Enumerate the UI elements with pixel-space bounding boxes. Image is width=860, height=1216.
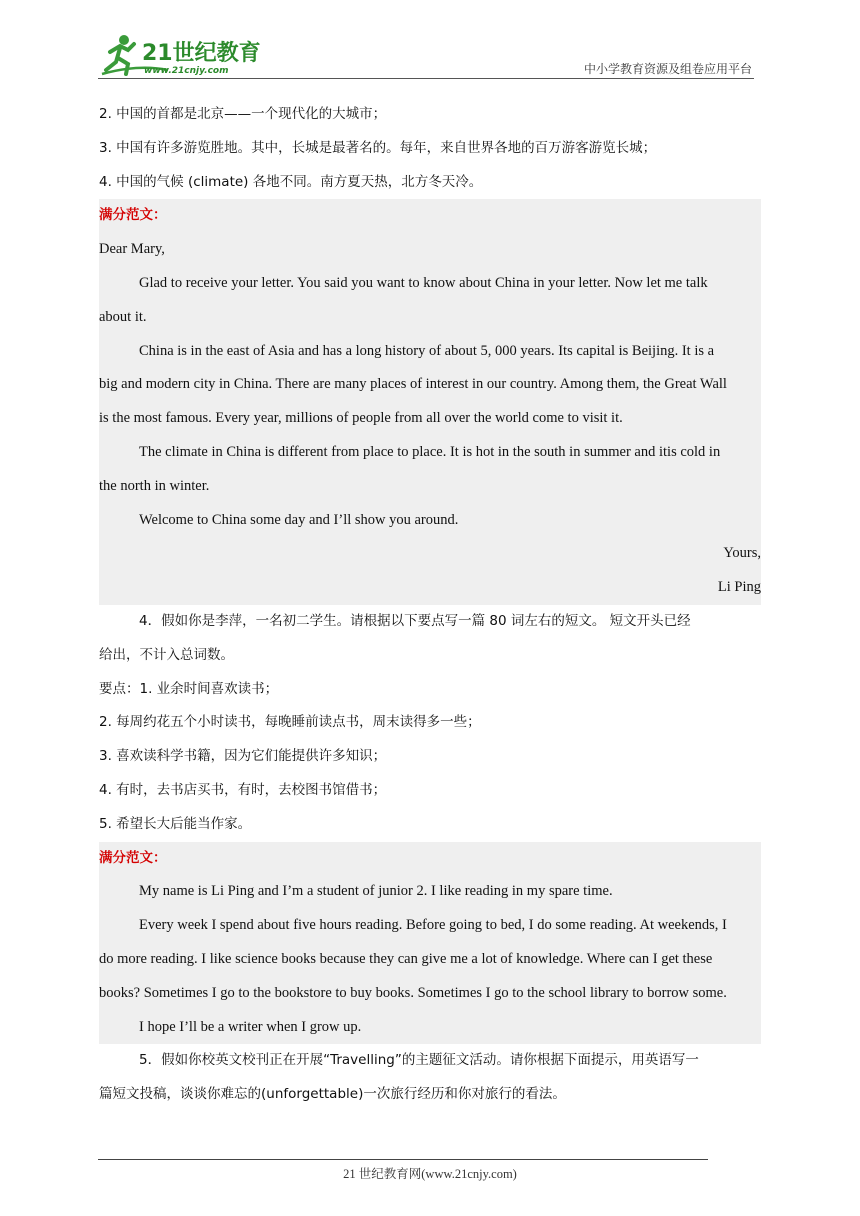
- page-footer: 21 世纪教育网(www.21cnjy.com): [343, 1167, 517, 1181]
- footer-divider: [98, 1159, 708, 1160]
- model-essay-label: 满分范文：: [99, 207, 167, 224]
- requirement-line-2: 2. 中国的首都是北京——一个现代化的大城市；: [99, 106, 387, 122]
- essay-closing: Yours,: [723, 545, 761, 562]
- question-5-prompt-cont: 篇短文投稿，谈谈你难忘的(unforgettable)一次旅行经历和你对旅行的看法。: [99, 1086, 566, 1103]
- requirement-line-3: 3. 中国有许多游览胜地。其中，长城是最著名的。每年，来自世界各地的百万游客游览长城；: [99, 139, 657, 156]
- page-header: [98, 30, 760, 80]
- point-line: 3. 喜欢读科学书籍，因为它们能提供许多知识；: [99, 748, 387, 765]
- essay-line: is the most famous. Every year, millions of people from all over the world come to visit it.: [99, 410, 623, 427]
- question-4-prompt-cont: 给出，不计入总词数。: [99, 646, 234, 663]
- essay-line: Welcome to China some day and I’ll show you around.: [139, 511, 459, 528]
- point-line: 4. 有时，去书店买书，有时，去校图书馆借书；: [99, 781, 387, 798]
- question-5-prompt: 5．假如你校英文校刊正在开展“Travelling”的主题征文活动。请你根据下面提示，用英语写一: [139, 1052, 699, 1069]
- essay-line: Glad to receive your letter. You said you want to know about China in your letter. Now let me talk: [139, 274, 708, 291]
- essay-line: I hope I’ll be a writer when I grow up.: [139, 1018, 362, 1035]
- point-line: 2. 每周约花五个小时读书，每晚睡前读点书，周末读得多一些；: [99, 714, 481, 731]
- essay-line: China is in the east of Asia and has a long history of about 5, 000 years. Its capital is Beijing. It is a: [139, 342, 715, 359]
- essay-line: The climate in China is different from place to place. It is hot in the south in summer and itis cold in: [139, 443, 721, 460]
- essay-line: Every week I spend about five hours reading. Before going to bed, I do some reading. At weekends, I: [139, 917, 727, 934]
- essay-line: big and modern city in China. There are many places of interest in our country. Among them, the Great Wall: [99, 376, 727, 393]
- point-line: 要点：1. 业余时间喜欢读书；: [99, 680, 279, 697]
- essay-line: My name is Li Ping and I’m a student of junior 2. I like reading in my spare time.: [139, 883, 613, 900]
- header-platform-text: 中小学教育资源及组卷应用平台: [583, 62, 752, 76]
- document-body: [99, 98, 761, 1112]
- essay-line: do more reading. I like science books because they can give me a lot of knowledge. Where can I get these: [99, 950, 713, 967]
- essay-line: about it.: [99, 308, 147, 325]
- model-essay-label: 满分范文：: [99, 849, 167, 866]
- essay-line: the north in winter.: [99, 477, 210, 494]
- requirement-line-4: 4. 中国的气候 (climate) 各地不同。南方夏天热，北方冬天冷。: [99, 173, 483, 190]
- point-line: 5. 希望长大后能当作家。: [99, 815, 252, 832]
- model-essay-2: [99, 842, 761, 1045]
- header-divider: [98, 78, 754, 79]
- essay-signature: Li Ping: [717, 579, 761, 596]
- svg-text:www.21cnjy.com: www.21cnjy.com: [144, 66, 229, 76]
- essay-line: Dear Mary,: [99, 241, 165, 258]
- question-4-prompt: 4．假如你是李萍，一名初二学生。请根据以下要点写一篇 80 词左右的短文。 短文开头已经: [139, 612, 691, 629]
- essay-line: books? Sometimes I go to the bookstore to buy books. Sometimes I go to the school library to borrow some.: [99, 984, 727, 1001]
- model-essay-1: [99, 199, 761, 605]
- svg-text:21世纪教育: 21世纪教育: [142, 41, 261, 66]
- site-logo: [98, 30, 263, 78]
